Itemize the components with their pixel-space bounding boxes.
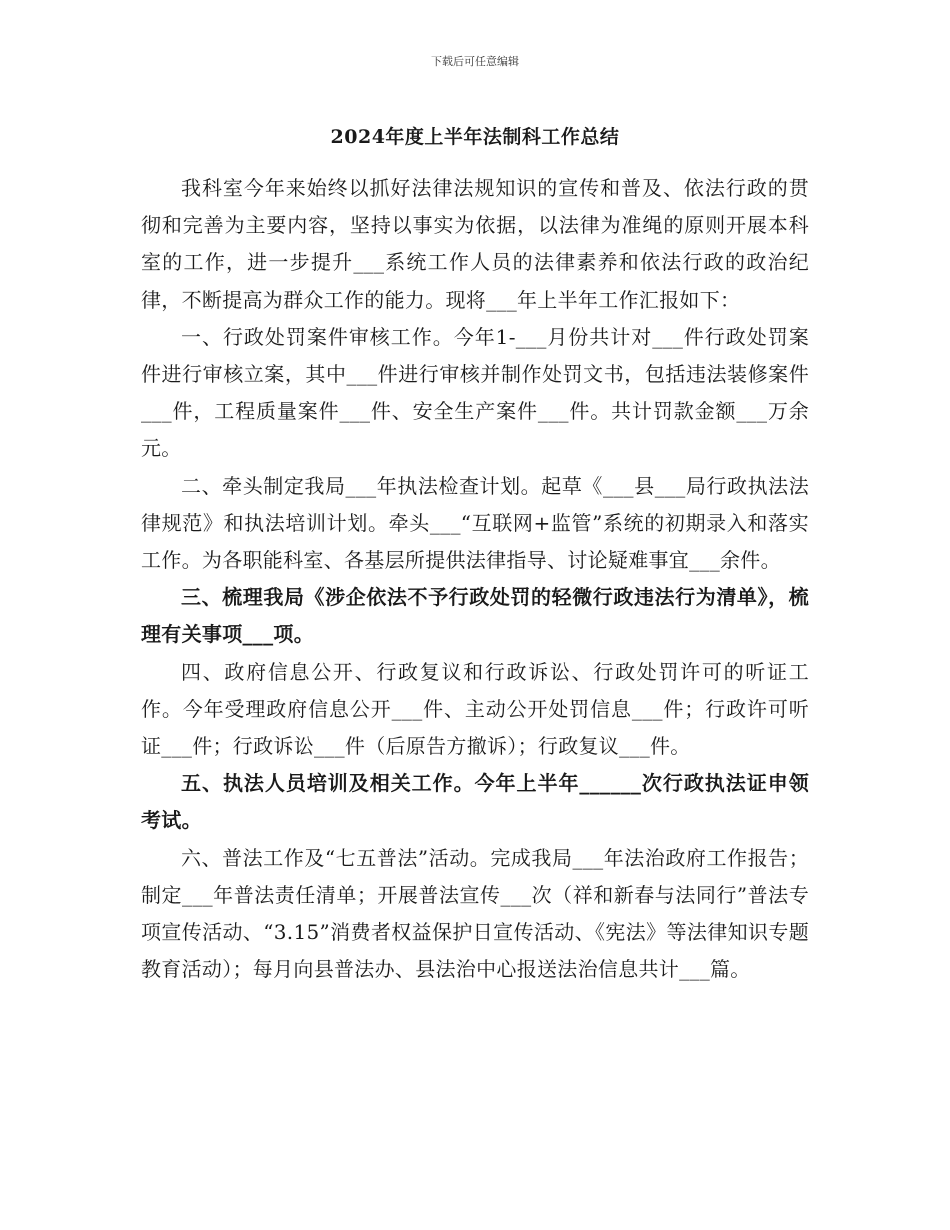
- section-6-paragraph: 六、普法工作及“七五普法”活动。完成我局___年法治政府工作报告；制定___年普法责任清单；开展普法宣传___次（祥和新春与法同行”普法专项宣传活动、“3.15”消费者权益保护日宣传活动、《宪法》等法律知识专题教育活动）；每月向县普法办、县法治中心报送法治信息共计___篇。: [141, 845, 809, 982]
- intro-paragraph: 我科室今年来始终以抓好法律法规知识的宣传和普及、依法行政的贯彻和完善为主要内容，坚持以事实为依据，以法律为准绳的原则开展本科室的工作，进一步提升___系统工作人员的法律素养和依法行政的政治纪律，不断提高为群众工作的能力。现将___年上半年工作汇报如下：: [141, 176, 809, 312]
- page-header-note: 下载后可任意编辑: [431, 55, 519, 68]
- section-5-paragraph: 五、执法人员培训及相关工作。今年上半年______次行政执法证申领考试。: [141, 771, 809, 833]
- section-2-paragraph: 二、牵头制定我局___年执法检查计划。起草《___县___局行政执法法律规范》和执法培训计划。牵头___“互联网+监管”系统的初期录入和落实工作。为各职能科室、各基层所提供法律指导、讨论疑难事宜___余件。: [141, 473, 809, 573]
- section-3-paragraph: 三、梳理我局《涉企依法不予行政处罚的轻微行政违法行为清单》，梳理有关事项___项。: [141, 585, 809, 647]
- document-title: 2024年度上半年法制科工作总结: [330, 126, 620, 148]
- section-1-paragraph: 一、行政处罚案件审核工作。今年1-___月份共计对___件行政处罚案件进行审核立案，其中___件进行审核并制作处罚文书，包括违法装修案件___件，工程质量案件___件、安全生产案件___件。共计罚款金额___万余元。: [141, 324, 809, 461]
- document-body: [141, 170, 809, 988]
- section-4-paragraph: 四、政府信息公开、行政复议和行政诉讼、行政处罚许可的听证工作。今年受理政府信息公开___件、主动公开处罚信息___件；行政许可听证___件；行政诉讼___件（后原告方撤诉）；行政复议___件。: [141, 659, 809, 759]
